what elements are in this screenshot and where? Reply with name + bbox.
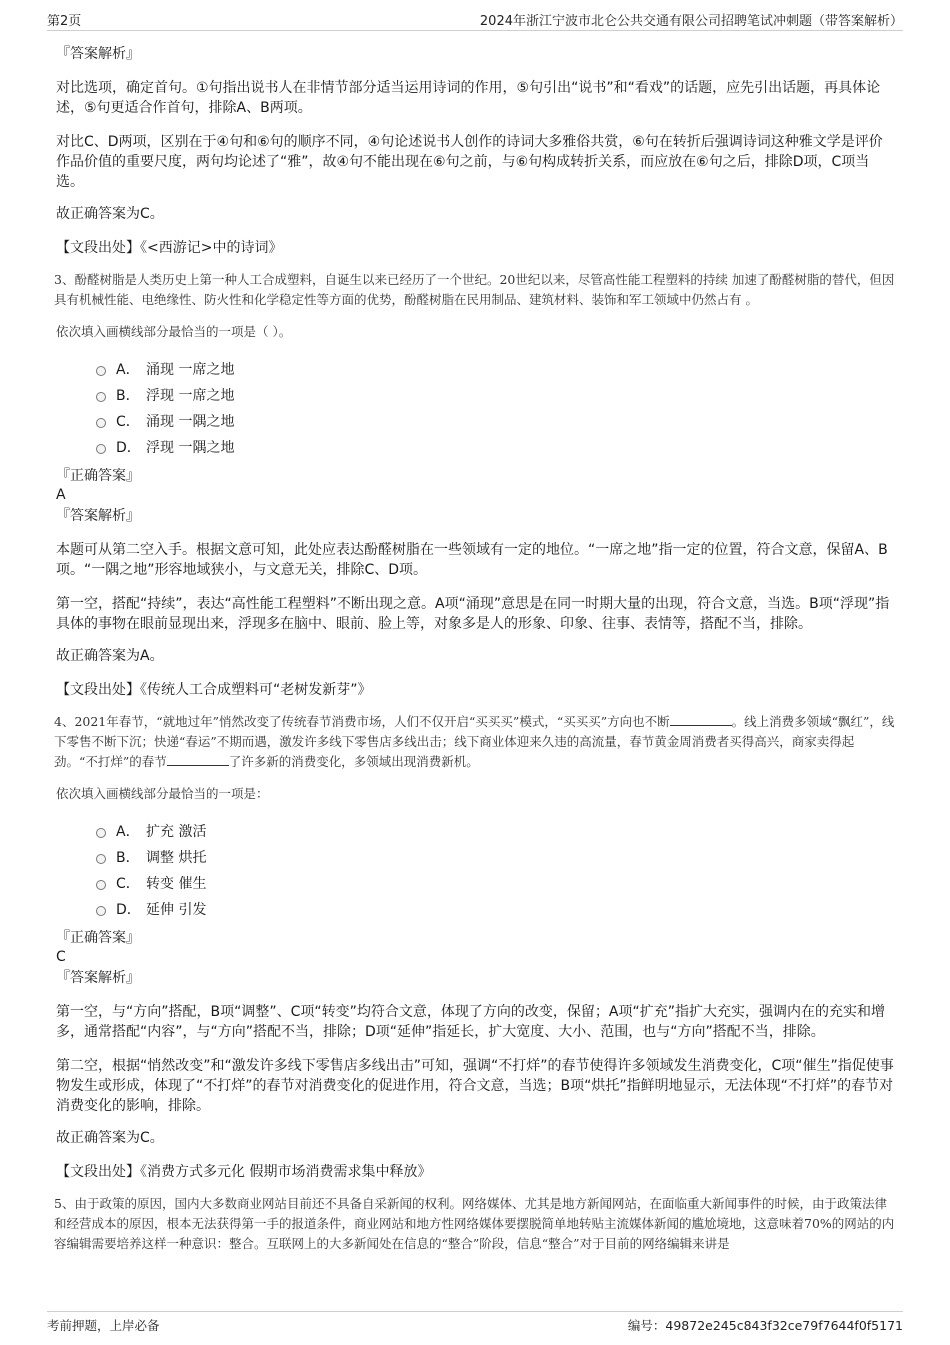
radio-icon[interactable]	[96, 418, 106, 428]
option-text: 调整 烘托	[146, 850, 207, 866]
document-body	[56, 44, 896, 1254]
option-text: 浮现 一隅之地	[146, 440, 235, 456]
option-text: 浮现 一席之地	[146, 388, 235, 404]
option-letter: A．	[116, 824, 140, 840]
q3-correct-answer: A	[56, 487, 66, 503]
option-text: 扩充 激活	[146, 824, 207, 840]
radio-icon[interactable]	[96, 392, 106, 402]
blank-line-1	[670, 713, 732, 726]
q3-source: 【文段出处】《传统人工合成塑料可“老树发新芽”》	[56, 682, 372, 698]
q4-conclusion: 故正确答案为C。	[56, 1130, 164, 1146]
q4-analysis-para-2: 第二空，根据“悄然改变”和“激发许多线下零售店多线出击”可知，强调“不打烊”的春节使得许多领域发生消费变化，C项“催生”指促使事物发生或形成，体现了“不打烊”的春节对消费变化的促进作用，符合文意，当选；B项“烘托”指鲜明地显示，无法体现“不打烊”的春节对消费变化的影响，排除。	[56, 1058, 894, 1114]
q4-analysis-label: 『答案解析』	[56, 970, 140, 986]
option-text: 涌现 一席之地	[146, 362, 235, 378]
q4-correct-answer: C	[56, 949, 66, 965]
q4-source: 【文段出处】《消费方式多元化 假期市场消费需求集中释放》	[56, 1164, 432, 1180]
q3-correct-label: 『正确答案』	[56, 468, 140, 484]
q4-option-c[interactable]	[96, 870, 896, 896]
radio-icon[interactable]	[96, 854, 106, 864]
option-text: 涌现 一隅之地	[146, 414, 235, 430]
q3-option-c[interactable]	[96, 408, 896, 434]
footer-slogan: 考前押题，上岸必备	[47, 1318, 160, 1333]
radio-icon[interactable]	[96, 828, 106, 838]
q3-options	[96, 356, 896, 460]
q4-option-a[interactable]	[96, 818, 896, 844]
page-footer	[47, 1311, 903, 1338]
option-letter: C．	[116, 876, 140, 892]
document-title: 2024年浙江宁波市北仑公共交通有限公司招聘笔试冲刺题（带答案解析）	[479, 14, 903, 29]
radio-icon[interactable]	[96, 366, 106, 376]
q2-conclusion: 故正确答案为C。	[56, 206, 164, 222]
q2-source: 【文段出处】《<西游记>中的诗词》	[56, 240, 283, 256]
option-letter: C．	[116, 414, 140, 430]
q4-analysis-para-1: 第一空，与“方向”搭配，B项“调整”、C项“转变”均符合文意，体现了方向的改变，保留；A项“扩充”指扩大充实，强调内在的充实和增多，通常搭配“内容”，与“方向”搭配不当，排除；D项“延伸”指延长，扩大宽度、大小、范围，也与“方向”搭配不当，排除。	[56, 1004, 885, 1040]
blank-line-2	[167, 753, 229, 766]
option-text: 延伸 引发	[146, 902, 207, 918]
q5-stem: 5、由于政策的原因，国内大多数商业网站目前还不具备自采新闻的权利。网络媒体、尤其是地方新闻网站，在面临重大新闻事件的时候，由于政策法律和经营成本的原因，根本无法获得第一手的报道条件，商业网站和地方性网络媒体要摆脱简单地转贴主流媒体新闻的尴尬境地，这意味着70%的网站的内容编辑需要培养这样一种意识：整合。互联网上的大多新闻处在信息的“整合”阶段，信息“整合”对于目前的网络编辑来讲是	[54, 1196, 895, 1251]
radio-icon[interactable]	[96, 444, 106, 454]
option-letter: D．	[116, 440, 141, 456]
q4-correct-label: 『正确答案』	[56, 930, 140, 946]
q4-option-b[interactable]	[96, 844, 896, 870]
page-number: 第2页	[47, 14, 82, 29]
q4-stem-part-1: 4、2021年春节，“就地过年”悄然改变了传统春节消费市场，人们不仅开启“买买买”模式，“买买买”方向也不断	[54, 714, 670, 729]
q4-option-d[interactable]	[96, 896, 896, 922]
q3-analysis-para-2: 第一空，搭配“持续”，表达“高性能工程塑料”不断出现之意。A项“涌现”意思是在同一时期大量的出现，符合文意，当选。B项“浮现”指具体的事物在眼前显现出来，浮现多在脑中、眼前、脸上等，对象多是人的形象、印象、往事、表情等，搭配不当，排除。	[56, 596, 890, 632]
q3-option-d[interactable]	[96, 434, 896, 460]
option-letter: A．	[116, 362, 140, 378]
q3-conclusion: 故正确答案为A。	[56, 648, 164, 664]
q3-analysis-label: 『答案解析』	[56, 508, 140, 524]
q3-stem: 3、酚醛树脂是人类历史上第一种人工合成塑料，自诞生以来已经历了一个世纪。20世纪以来，尽管高性能工程塑料的持续 加速了酚醛树脂的替代，但因具有机械性能、电绝缘性、防火性和化学稳定性等方面的优势，酚醛树脂在民用制品、建筑材料、装饰和军工领域中仍然占有 。	[54, 272, 895, 307]
q3-option-a[interactable]	[96, 356, 896, 382]
q4-stem	[54, 712, 896, 772]
q2-analysis-para-1: 对比选项，确定首句。①句指出说书人在非情节部分适当运用诗词的作用，⑤句引出“说书”和“看戏”的话题，应先引出话题，再具体论述，⑤句更适合作首句，排除A、B两项。	[56, 80, 881, 116]
q4-stem-part-2: 。线上消费多领域“飘红”，线下零售不断下沉；快递“春运”不期而遇，激发许多线下零售店多线出击；线下商业体迎来久违的高流量，春节黄金周消费者买得高兴，商家卖得起劲。“不打烊”的春节	[54, 714, 895, 769]
option-letter: B．	[116, 388, 140, 404]
q4-options	[96, 818, 896, 922]
q3-analysis-para-1: 本题可从第二空入手。根据文意可知，此处应表达酚醛树脂在一些领域有一定的地位。“一席之地”指一定的位置，符合文意，保留A、B项。“一隅之地”形容地域狭小，与文意无关，排除C、D项。	[56, 542, 888, 578]
option-text: 转变 催生	[146, 876, 207, 892]
radio-icon[interactable]	[96, 906, 106, 916]
q4-stem-part-3: 了许多新的消费变化，多领域出现消费新机。	[228, 754, 479, 769]
q3-prompt: 依次填入画横线部分最恰当的一项是（ ）。	[56, 324, 292, 339]
option-letter: D．	[116, 902, 141, 918]
q4-prompt: 依次填入画横线部分最恰当的一项是：	[56, 786, 269, 801]
document-id: 编号：49872e245c843f32ce79f7644f0f5171	[627, 1318, 903, 1333]
q2-analysis-para-2: 对比C、D两项，区别在于④句和⑥句的顺序不同，④句论述说书人创作的诗词大多雅俗共赏，⑥句在转折后强调诗词这种雅文学是评价作品价值的重要尺度，两句均论述了“雅”，故④句不能出现在⑥句之前，与⑥句构成转折关系，而应放在⑥句之后，排除D项，C项当选。	[56, 134, 883, 190]
option-letter: B．	[116, 850, 140, 866]
q2-analysis-label: 『答案解析』	[56, 46, 140, 62]
q3-option-b[interactable]	[96, 382, 896, 408]
page-header	[47, 10, 903, 31]
radio-icon[interactable]	[96, 880, 106, 890]
